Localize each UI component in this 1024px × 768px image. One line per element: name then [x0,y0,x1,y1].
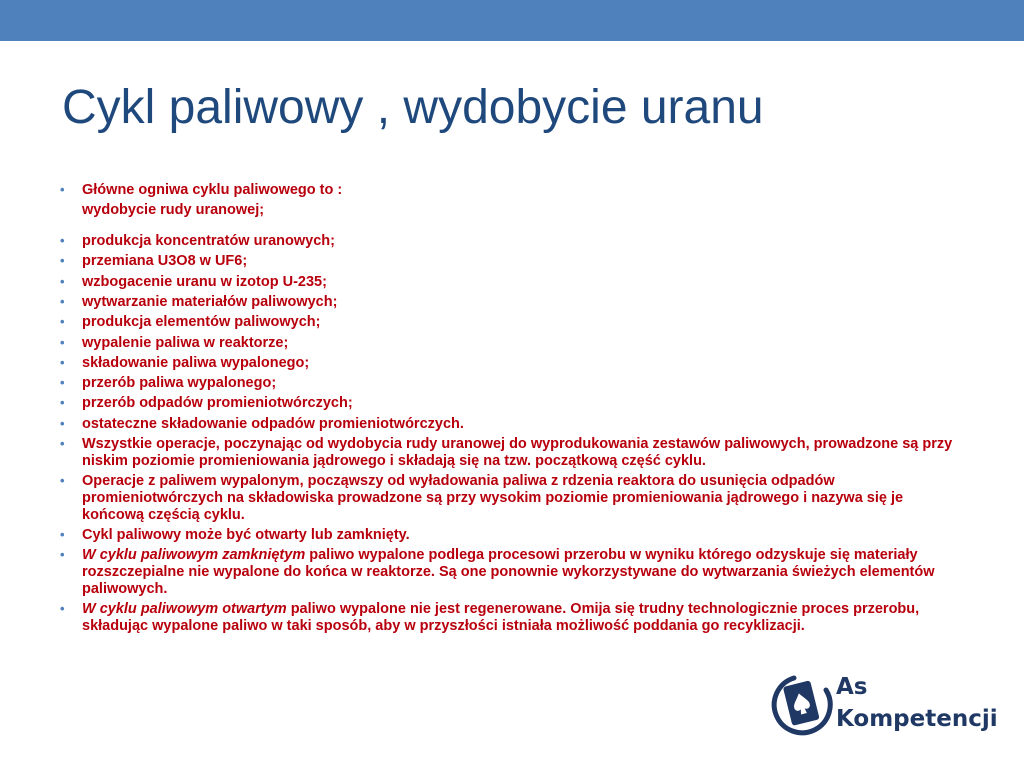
list-item: • przemiana U3O8 w UF6; [60,253,965,270]
open-cycle-emphasis: W cyklu paliwowym otwartym [82,601,287,618]
logo-text-kompetencji: Kompetencji [836,706,998,732]
bullet-open-cycle [60,601,965,635]
as-kompetencji-logo [768,668,998,744]
list-item: • ostateczne składowanie odpadów promieniotwórczych. [60,416,965,433]
list-item: • składowanie paliwa wypalonego; [60,355,965,372]
bullet-closed-cycle [60,547,965,597]
list-item: • Wszystkie operacje, poczynając od wydobycia rudy uranowej do wyprodukowania zestawów paliwowych, prowadzone są przy niskim poziomie promieniowania jądrowego i składają się na tzw. początkową część cyklu. [60,436,965,470]
list-item: • wzbogacenie uranu w izotop U-235; [60,274,965,291]
top-accent-bar [0,0,1024,41]
closed-cycle-text: paliwo wypalone podlega procesowi przerobu w wyniku którego odzyskuje się materiały rozszczepialne nie wypalone do końca w reaktorze. Są one ponownie wykorzystywane do wytwarzania świeżych elementów paliwowych. [82,547,935,597]
list-item: • przerób odpadów promieniotwórczych; [60,395,965,412]
list-item: • produkcja koncentratów uranowych; [60,233,965,250]
open-cycle-text: paliwo wypalone nie jest regenerowane. Omija się trudny technologicznie proces przerobu, składując wypalone paliwo w taki sposób, aby w przyszłości istniała możliwość poddania go recyklizacji. [82,601,920,635]
card-spade-logo-icon [768,668,834,744]
bullet-intro: • Główne ogniwa cyklu paliwowego to : [60,182,965,199]
list-item: • produkcja elementów paliwowych; [60,314,965,331]
list-item: • wytwarzanie materiałów paliwowych; [60,294,965,311]
list-item: • Cykl paliwowy może być otwarty lub zamknięty. [60,527,965,544]
list-item: • Operacje z paliwem wypalonym, począwszy od wyładowania paliwa z rdzenia reaktora do usunięcia odpadów promieniotwórczych na składowiska prowadzone są przy wysokim poziomie promieniowania jądrowego i nazywa się je końcową częścią cyklu. [60,473,965,523]
slide-title: Cykl paliwowy , wydobycie uranu [62,81,764,134]
logo-text-as: As [836,674,868,700]
list-item: wydobycie rudy uranowej; [82,202,265,219]
list-item: • wypalenie paliwa w reaktorze; [60,335,965,352]
list-item: • przerób paliwa wypalonego; [60,375,965,392]
closed-cycle-emphasis: W cyklu paliwowym zamkniętym [82,547,306,564]
bullet-list [60,182,965,638]
